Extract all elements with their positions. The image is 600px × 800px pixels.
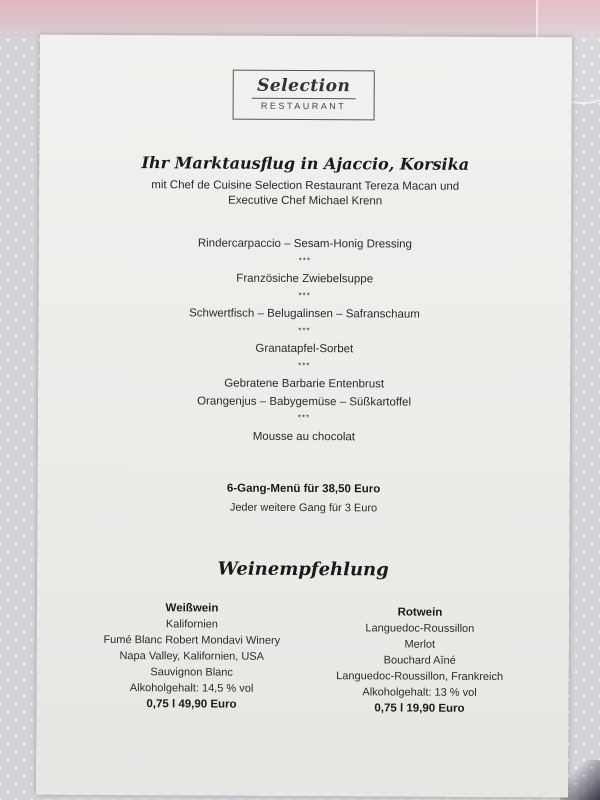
white-wine-price: 0,75 l 49,90 Euro xyxy=(146,698,237,711)
course-item: Gebratene Barbarie Entenbrust xyxy=(224,377,385,391)
course-separator: *** xyxy=(297,412,311,423)
white-wine-detail: Napa Valley, Kalifornien, USA xyxy=(119,650,265,663)
course-item: Rindercarpaccio – Sesam-Honig Dressing xyxy=(197,237,412,251)
course-list xyxy=(38,235,571,448)
white-wine-detail: Sauvignon Blanc xyxy=(150,666,233,679)
course-separator: *** xyxy=(298,325,311,335)
wine-recommendation-title: Weinempfehlung xyxy=(217,558,389,581)
course-item: Schwertfisch – Belugalinsen – Safranschaum xyxy=(189,307,420,321)
subtitle-line: Executive Chef Michael Krenn xyxy=(228,194,383,208)
menu-sheet xyxy=(36,35,572,798)
course-item: Granatapfel-Sorbet xyxy=(255,342,354,356)
white-wine-detail: Fumé Blanc Robert Mondavi Winery xyxy=(103,633,281,647)
restaurant-logo xyxy=(233,70,375,121)
logo-subtitle: RESTAURANT xyxy=(260,100,347,112)
menu-price: 6-Gang-Menü für 38,50 Euro xyxy=(226,482,381,496)
white-wine-heading: Weißwein xyxy=(165,602,219,615)
menu-subtitle xyxy=(39,178,571,211)
extra-course-price: Jeder weitere Gang für 3 Euro xyxy=(229,501,378,515)
course-item: Mousse au chocolat xyxy=(252,430,356,443)
red-wine-detail: Languedoc-Roussillon, Frankreich xyxy=(336,670,504,684)
logo-divider xyxy=(252,98,356,100)
course-item: Französiche Zwiebelsuppe xyxy=(236,272,374,286)
course-separator: *** xyxy=(298,290,311,300)
course-separator: *** xyxy=(298,360,311,370)
logo-name: Selection xyxy=(257,75,351,97)
red-wine-detail: Merlot xyxy=(404,638,436,651)
red-wine-detail: Alkoholgehalt: 13 % vol xyxy=(362,686,477,699)
red-wine-price: 0,75 l 19,90 Euro xyxy=(374,702,465,715)
red-wine-detail: Languedoc-Roussillon xyxy=(365,622,475,635)
course-separator: *** xyxy=(298,255,312,265)
white-wine-detail: Kalifornien xyxy=(165,618,218,631)
red-wine-column xyxy=(304,604,535,717)
menu-title: Ihr Marktausflug in Ajaccio, Korsika xyxy=(141,153,470,174)
white-wine-column xyxy=(76,600,307,713)
red-wine-heading: Rotwein xyxy=(397,606,443,619)
red-wine-detail: Bouchard Aîné xyxy=(383,654,456,667)
white-wine-detail: Alkoholgehalt: 14,5 % vol xyxy=(129,682,254,695)
course-item: Orangenjus – Babygemüse – Süßkartoffel xyxy=(197,394,412,409)
subtitle-line: mit Chef de Cuisine Selection Restaurant Tereza Macan und xyxy=(151,179,460,193)
